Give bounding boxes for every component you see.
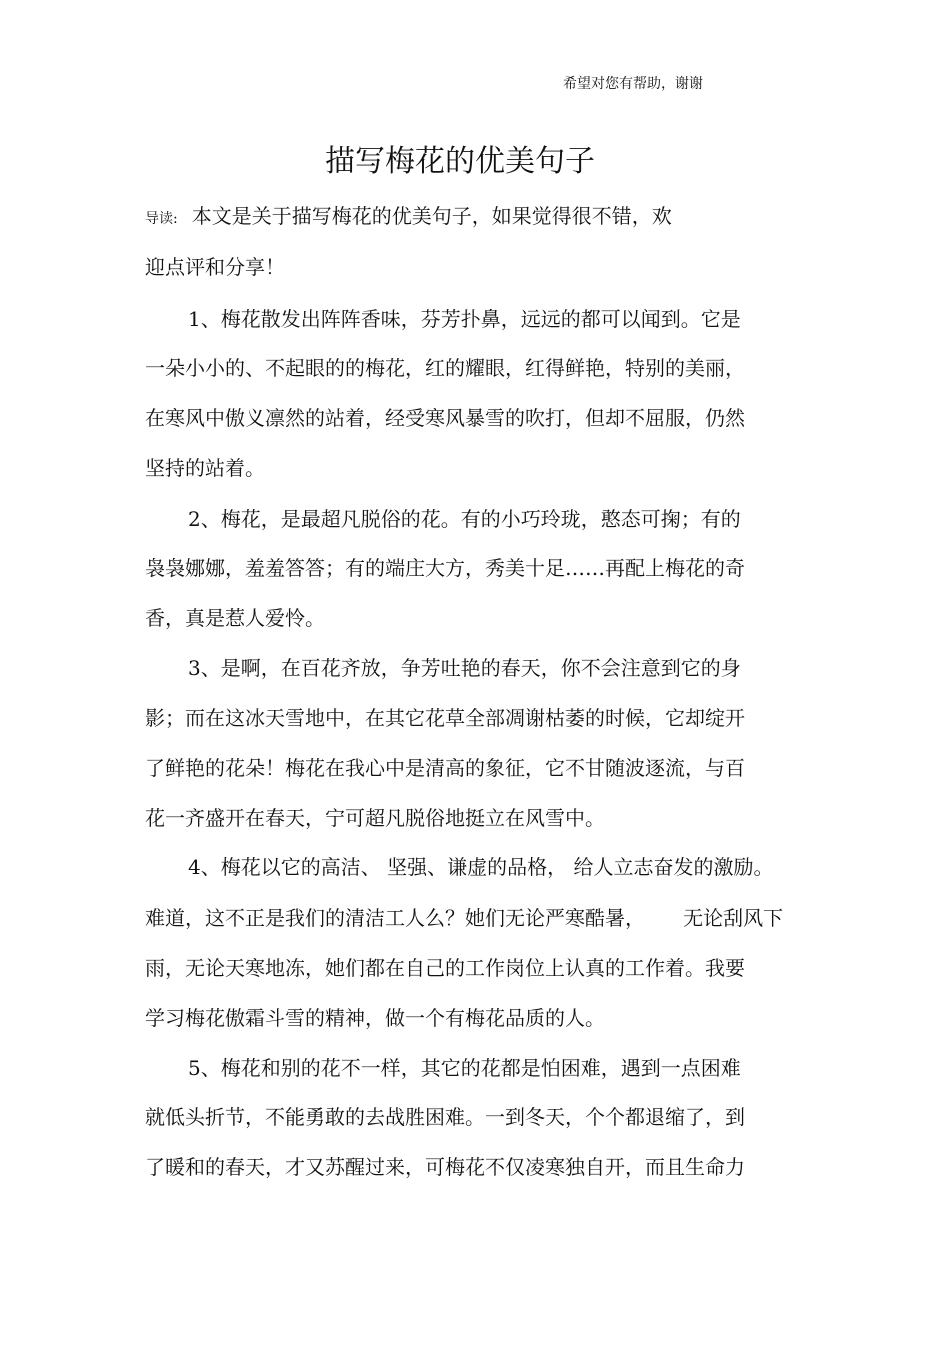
paragraph-1-line-2: 一朵小小的、不起眼的的梅花，红的耀眼，红得鲜艳，特别的美丽， — [145, 356, 745, 380]
paragraph-3-line-2: 影；而在这冰天雪地中，在其它花草全部凋谢枯萎的时候，它却绽开 — [145, 706, 745, 730]
paragraph-3-line-1: 3、是啊，在百花齐放，争芳吐艳的春天，你不会注意到它的身 — [188, 656, 741, 680]
paragraph-1-line-4: 坚持的站着。 — [145, 456, 265, 480]
intro-line-1 — [145, 201, 672, 234]
paragraph-2-line-2: 袅袅娜娜，羞羞答答；有的端庄大方，秀美十足……再配上梅花的奇 — [145, 556, 745, 580]
paragraph-2-line-3: 香，真是惹人爱怜。 — [145, 606, 325, 630]
paragraph-4-line-2: 难道，这不正是我们的清洁工人么？她们无论严寒酷暑， 无论刮风下 — [145, 906, 784, 930]
paragraph-3-line-3: 了鲜艳的花朵！梅花在我心中是清高的象征，它不甘随波逐流，与百 — [145, 756, 745, 780]
paragraph-5-line-2: 就低头折节，不能勇敢的去战胜困难。一到冬天，个个都退缩了，到 — [145, 1105, 745, 1129]
intro-text-1: 本文是关于描写梅花的优美句子，如果觉得很不错，欢 — [191, 204, 672, 228]
paragraph-1-line-1: 1、梅花散发出阵阵香味，芬芳扑鼻，远远的都可以闻到。它是 — [188, 307, 741, 331]
paragraph-3-line-4: 花一齐盛开在春天，宁可超凡脱俗地挺立在风雪中。 — [145, 806, 605, 830]
page-title: 描写梅花的优美句子 — [325, 144, 595, 179]
paragraph-4-line-3: 雨，无论天寒地冻，她们都在自己的工作岗位上认真的工作着。我要 — [145, 956, 745, 980]
paragraph-4-line-1: 4、梅花以它的高洁、 坚强、谦虚的品格， 给人立志奋发的激励。 — [188, 855, 774, 879]
paragraph-2-line-1: 2、梅花，是最超凡脱俗的花。有的小巧玲珑，憨态可掬；有的 — [188, 507, 741, 531]
intro-label: 导读: — [145, 211, 178, 227]
paragraph-5-line-3: 了暖和的春天，才又苏醒过来，可梅花不仅凌寒独自开，而且生命力 — [145, 1155, 745, 1179]
header-note: 希望对您有帮助，谢谢 — [563, 76, 703, 92]
paragraph-1-line-3: 在寒风中傲义凛然的站着，经受寒风暴雪的吹打，但却不屈服，仍然 — [145, 406, 745, 430]
paragraph-5-line-1: 5、梅花和别的花不一样，其它的花都是怕困难，遇到一点困难 — [188, 1056, 741, 1080]
paragraph-4-line-4: 学习梅花傲霜斗雪的精神，做一个有梅花品质的人。 — [145, 1006, 605, 1030]
intro-line-2: 迎点评和分享！ — [145, 255, 285, 279]
